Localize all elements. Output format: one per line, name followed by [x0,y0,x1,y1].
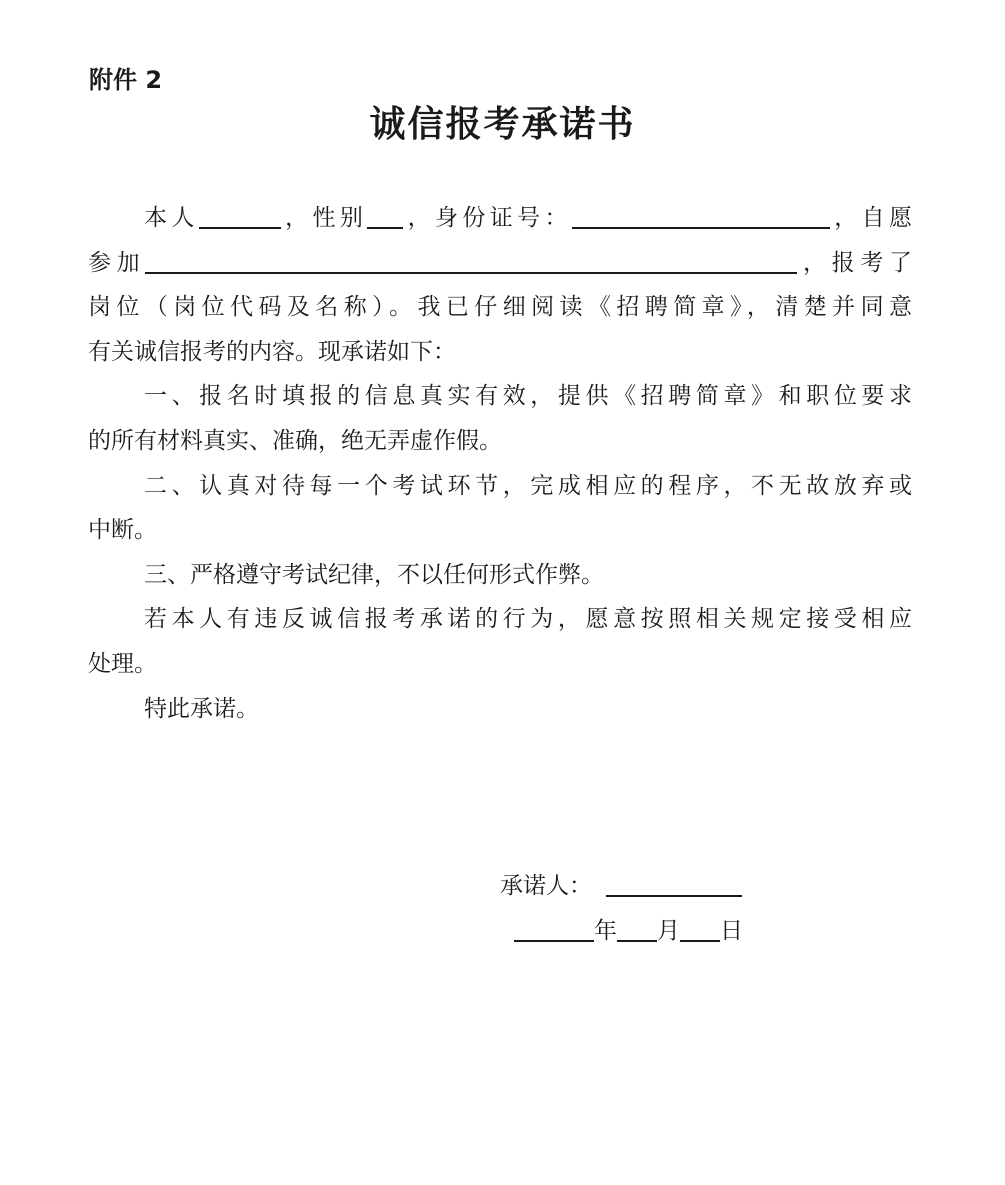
consequence-clause-cont: 处理。 [88,650,157,677]
commitment-item-1-cont: 的所有材料真实、准确，绝无弄虚作假。 [88,427,502,454]
day-label: 日 [720,918,743,944]
year-label: 年 [594,918,617,944]
day-blank[interactable] [680,918,720,942]
attachment-label: 附件 2 [89,66,163,94]
text-segment: ，性别 [280,205,368,231]
signature-line [500,866,742,906]
commitment-item-1: 一、报名时填报的信息真实有效，提供《招聘简章》和职位要求 [144,383,912,410]
closing-statement: 特此承诺。 [144,695,259,722]
document-title: 诚信报考承诺书 [369,104,636,145]
paragraph-line: 有关诚信报考的内容。现承诺如下： [88,338,456,365]
text-segment: 参加 [88,249,146,276]
text-segment: ，身份证号： [403,205,572,231]
commitment-item-2: 二、认真对待每一个考试环节，完成相应的程序，不无故放弃或 [144,472,912,499]
commitment-item-3: 三、严格遵守考试纪律，不以任何形式作弊。 [144,561,604,588]
commitment-item-2-cont: 中断。 [88,517,157,544]
month-label: 月 [657,918,680,944]
year-blank[interactable] [514,918,594,942]
organization-blank[interactable] [145,250,797,274]
text-segment: ，自愿 [829,205,912,231]
paragraph-line [88,196,912,241]
document-body [88,196,912,731]
paragraph-line [88,241,912,286]
name-blank[interactable] [199,205,281,229]
signature-label: 承诺人： [500,873,592,899]
gender-blank[interactable] [367,205,403,229]
date-line [514,911,743,951]
text-segment: 本人 [144,205,199,231]
consequence-clause: 若本人有违反诚信报考承诺的行为，愿意按照相关规定接受相应 [144,606,912,633]
id-number-blank[interactable] [572,205,830,229]
text-segment: ，报考了 [797,249,913,276]
signature-blank[interactable] [606,873,742,897]
paragraph-line: 岗位（岗位代码及名称）。我已仔细阅读《招聘简章》，清楚并同意 [88,294,912,321]
month-blank[interactable] [617,918,657,942]
